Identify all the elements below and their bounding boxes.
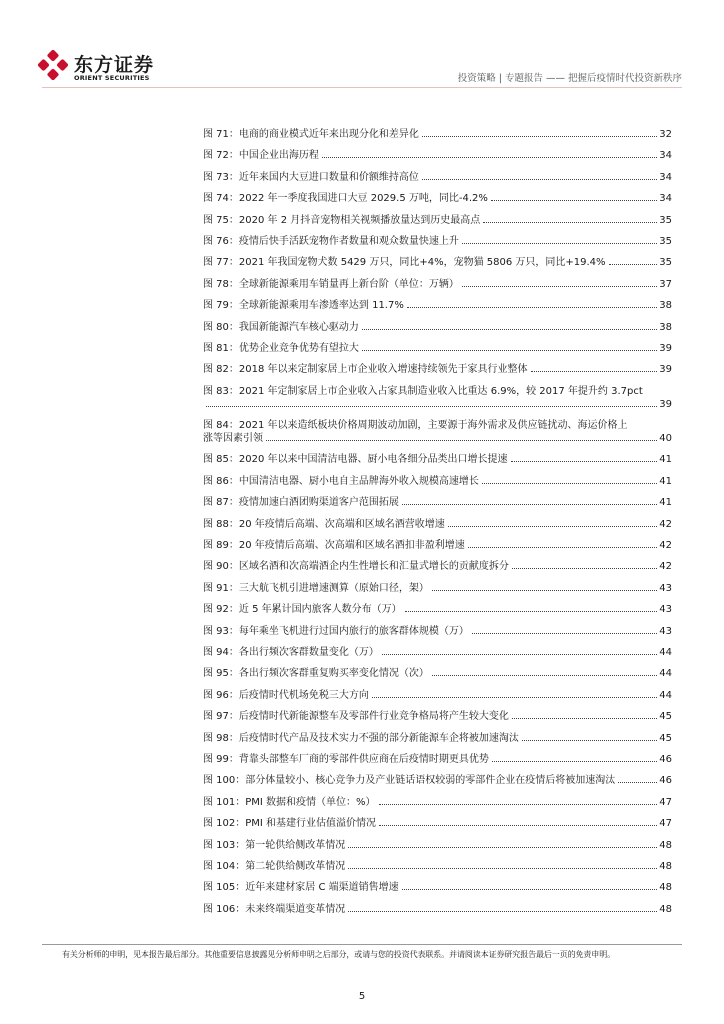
- toc-entry-title: 图 86：中国清洁电器、厨小电自主品牌海外收入规模高速增长: [203, 475, 479, 487]
- toc-leader-dots: [348, 911, 657, 912]
- page-number: 5: [358, 991, 366, 1002]
- toc-entry-title: 图 87：疫情加速白酒团购渠道客户范围拓展: [203, 497, 399, 509]
- toc-entry-title: 图 78：全球新能源乘用车销量再上新台阶（单位：万辆）: [203, 278, 459, 290]
- orient-securities-logo: [38, 50, 158, 88]
- toc-leader-dots: [348, 847, 657, 848]
- toc-entry-page: 46: [659, 775, 672, 787]
- toc-entry[interactable]: [203, 817, 672, 830]
- toc-entry-title: 图 90：区域名酒和次高端酒企内生性增长和汇量式增长的贡献度拆分: [203, 561, 509, 573]
- logo-chinese-name: 东方证券: [74, 54, 155, 76]
- toc-entry-title: 图 76：疫情后快手活跃宠物作者数量和观众数量快速上升: [203, 235, 459, 247]
- toc-entry[interactable]: [203, 582, 672, 595]
- toc-leader-dots: [348, 868, 657, 869]
- toc-entry[interactable]: [203, 710, 672, 723]
- toc-entry-title: 图 101：PMI 数据和疫情（单位：%）: [203, 796, 376, 808]
- toc-entry-title: 图 105：近年来建材家居 C 端渠道销售增速: [203, 882, 399, 894]
- toc-entry-page: 41: [659, 454, 672, 466]
- toc-entry-title: 图 97：后疫情时代新能源整车及零部件行业竞争格局将产生较大变化: [203, 711, 509, 723]
- toc-leader-dots: [379, 825, 657, 826]
- toc-leader-dots: [407, 307, 657, 308]
- toc-leader-dots: [522, 740, 657, 741]
- toc-entry-title: 图 100：部分体量较小、核心竞争力及产业链话语权较弱的零部件企业在疫情后将被加速淘汰: [203, 775, 616, 787]
- toc-entry[interactable]: [203, 342, 672, 355]
- toc-entry-page: 44: [659, 646, 672, 658]
- toc-entry-title: 图 79：全球新能源乘用车渗透率达到 11.7%: [203, 300, 404, 312]
- toc-entry-page: 35: [659, 235, 672, 247]
- disclaimer-note: 有关分析师的申明，见本报告最后部分。其他重要信息披露见分析师申明之后部分，或请与您的投资代表联系。并请阅读本证券研究报告最后一页的免责申明。: [62, 950, 615, 959]
- toc-leader-dots: [432, 675, 657, 676]
- toc-leader-dots: [512, 568, 657, 569]
- toc-entry-title: 图 104：第二轮供给侧改革情况: [203, 860, 346, 872]
- toc-entry[interactable]: [203, 774, 672, 787]
- toc-entry-page: 37: [659, 278, 672, 290]
- toc-leader-dots: [432, 590, 657, 591]
- toc-entry[interactable]: [203, 646, 672, 659]
- orient-logo-icon: [38, 50, 68, 80]
- toc-leader-dots: [468, 547, 657, 548]
- toc-entry-page: 40: [659, 433, 672, 445]
- toc-entry-page: 42: [659, 561, 672, 573]
- toc-leader-dots: [372, 697, 657, 698]
- toc-leader-dots: [491, 200, 657, 201]
- toc-entry-page: 48: [659, 839, 672, 851]
- toc-entry-page: 34: [659, 171, 672, 183]
- toc-entry-page: 35: [659, 214, 672, 226]
- logo-english-name: ORIENT SECURITIES: [74, 74, 150, 82]
- toc-entry-title: 图 93：每年乘坐飞机进行过国内旅行的旅客群体规模（万）: [203, 625, 469, 637]
- toc-entry[interactable]: [203, 419, 672, 445]
- toc-entry-page: 34: [659, 150, 672, 162]
- toc-leader-dots: [512, 718, 657, 719]
- toc-entry-page: 42: [659, 518, 672, 530]
- toc-entry[interactable]: [203, 475, 672, 488]
- toc-entry-title: 图 95：各出行频次客群重复购买率变化情况（次）: [203, 668, 429, 680]
- toc-leader-dots: [405, 611, 658, 612]
- toc-leader-dots: [322, 157, 657, 158]
- toc-leader-dots: [448, 526, 657, 527]
- toc-leader-dots: [492, 761, 657, 762]
- toc-entry-title: 图 92：近 5 年累计国内旅客人数分布（万）: [203, 604, 402, 616]
- toc-entry[interactable]: [203, 321, 672, 334]
- toc-entry[interactable]: [203, 625, 672, 638]
- toc-entry[interactable]: [203, 363, 672, 376]
- toc-entry-title-continued: 涨等因素引领: [203, 433, 263, 445]
- toc-leader-dots: [362, 350, 657, 351]
- toc-entry-page: 44: [659, 689, 672, 701]
- figure-index-list: [203, 128, 672, 924]
- toc-entry[interactable]: [203, 881, 672, 894]
- toc-entry[interactable]: [203, 496, 672, 509]
- toc-leader-dots: [422, 179, 657, 180]
- toc-leader-dots: [462, 286, 657, 287]
- toc-entry-page: 45: [659, 732, 672, 744]
- toc-entry[interactable]: [203, 214, 672, 227]
- toc-entry-page: 48: [659, 903, 672, 915]
- toc-entry-title: 图 103：第一轮供给侧改革情况: [203, 839, 346, 851]
- toc-entry-title: 图 84：2021 年以来造纸板块价格周期波动加剧，主要源于海外需求及供应链扰动、海运价格上: [203, 420, 628, 432]
- toc-entry-page: 45: [659, 711, 672, 723]
- toc-leader-dots: [472, 633, 657, 634]
- toc-entry[interactable]: [203, 603, 672, 616]
- toc-entry-title: 图 83：2021 年定制家居上市企业收入占家具制造业收入比重达 6.9%，较 2017 年提升约 3.7pct: [203, 385, 643, 397]
- toc-entry-page: 35: [659, 257, 672, 269]
- toc-leader-dots: [609, 264, 658, 265]
- toc-leader-dots: [362, 329, 657, 330]
- toc-entry-page: 43: [659, 604, 672, 616]
- toc-entry[interactable]: [203, 732, 672, 745]
- toc-entry-page: 48: [659, 882, 672, 894]
- toc-entry-page: 39: [659, 398, 672, 410]
- toc-entry-title: 图 77：2021 年我国宠物犬数 5429 万只，同比+4%，宠物猫 5806 万只，同比+19.4%: [203, 257, 606, 269]
- toc-leader-dots: [402, 889, 658, 890]
- toc-entry-page: 47: [659, 796, 672, 808]
- toc-entry-page: 32: [659, 129, 672, 140]
- toc-entry-title: 图 88：20 年疫情后高端、次高端和区域名酒营收增速: [203, 518, 445, 530]
- toc-entry[interactable]: [203, 128, 672, 141]
- toc-leader-dots: [483, 222, 657, 223]
- toc-entry-page: 43: [659, 582, 672, 594]
- toc-entry[interactable]: [203, 149, 672, 162]
- toc-entry-page: 41: [659, 475, 672, 487]
- toc-entry[interactable]: [203, 453, 672, 466]
- toc-leader-dots: [266, 440, 657, 441]
- toc-leader-dots: [422, 136, 657, 137]
- toc-leader-dots: [482, 483, 657, 484]
- page-header: [0, 0, 724, 100]
- toc-entry-page: 46: [659, 753, 672, 765]
- toc-entry-title: 图 74：2022 年一季度我国进口大豆 2029.5 万吨，同比-4.2%: [203, 193, 488, 205]
- toc-entry-page: 47: [659, 818, 672, 830]
- toc-entry-page: 42: [659, 540, 672, 552]
- header-divider: [42, 87, 682, 88]
- toc-entry-page: 39: [659, 364, 672, 376]
- toc-entry-title: 图 85：2020 年以来中国清洁电器、厨小电各细分品类出口增长提速: [203, 454, 508, 466]
- toc-entry-title: 图 80：我国新能源汽车核心驱动力: [203, 321, 359, 333]
- toc-leader-dots: [462, 243, 657, 244]
- toc-entry-title: 图 94：各出行频次客群数量变化（万）: [203, 646, 379, 658]
- toc-leader-dots: [206, 406, 657, 407]
- toc-entry-title: 图 73：近年来国内大豆进口数量和价额维持高位: [203, 171, 419, 183]
- toc-entry[interactable]: [203, 192, 672, 205]
- toc-entry-page: 38: [659, 321, 672, 333]
- toc-entry-title: 图 96：后疫情时代机场免税三大方向: [203, 689, 369, 701]
- toc-entry-title: 图 98：后疫情时代产品及技术实力不强的部分新能源车企将被加速淘汰: [203, 732, 519, 744]
- toc-entry[interactable]: [203, 796, 672, 809]
- toc-entry-title: 图 99：背靠头部整车厂商的零部件供应商在后疫情时期更具优势: [203, 753, 489, 765]
- toc-entry[interactable]: [203, 256, 672, 269]
- toc-leader-dots: [382, 654, 657, 655]
- footer-divider: [42, 944, 682, 945]
- toc-entry[interactable]: [203, 299, 672, 312]
- toc-entry-page: 43: [659, 625, 672, 637]
- toc-entry-title: 图 71：电商的商业模式近年来出现分化和差异化: [203, 129, 419, 140]
- toc-entry[interactable]: [203, 903, 672, 916]
- toc-entry[interactable]: [203, 860, 672, 873]
- toc-entry-title: 图 91：三大航飞机引进增速测算（原始口径，架）: [203, 582, 429, 594]
- toc-entry[interactable]: [203, 278, 672, 291]
- toc-entry-page: 44: [659, 668, 672, 680]
- toc-entry-title: 图 89：20 年疫情后高端、次高端和区域名酒扣非盈利增速: [203, 540, 465, 552]
- toc-leader-dots: [511, 461, 658, 462]
- toc-entry-title: 图 81：优势企业竞争优势有望拉大: [203, 342, 359, 354]
- toc-leader-dots: [618, 782, 657, 783]
- toc-entry-title: 图 82：2018 年以来定制家居上市企业收入增速持续领先于家具行业整体: [203, 364, 528, 376]
- toc-entry[interactable]: [203, 539, 672, 552]
- toc-entry[interactable]: [203, 667, 672, 680]
- toc-entry-page: 34: [659, 193, 672, 205]
- toc-entry[interactable]: [203, 689, 672, 702]
- toc-entry-title: 图 102：PMI 和基建行业估值溢价情况: [203, 818, 377, 830]
- toc-entry-page: 39: [659, 342, 672, 354]
- toc-entry-page: 41: [659, 497, 672, 509]
- toc-entry-page: 48: [659, 860, 672, 872]
- toc-entry[interactable]: [203, 171, 672, 184]
- toc-leader-dots: [402, 504, 657, 505]
- toc-entry[interactable]: [203, 560, 672, 573]
- toc-entry[interactable]: [203, 235, 672, 248]
- toc-entry-page: 38: [659, 300, 672, 312]
- toc-entry[interactable]: [203, 839, 672, 852]
- toc-entry[interactable]: [203, 385, 672, 411]
- toc-entry-title: 图 75：2020 年 2 月抖音宠物相关视频播放量达到历史最高点: [203, 214, 481, 226]
- breadcrumb: 投资策略 | 专题报告 —— 把握后疫情时代投资新秩序: [457, 73, 682, 84]
- toc-entry-title: 图 106：未来终端渠道变革情况: [203, 903, 346, 915]
- toc-leader-dots: [379, 804, 658, 805]
- toc-entry-title: 图 72：中国企业出海历程: [203, 150, 319, 162]
- toc-entry[interactable]: [203, 518, 672, 531]
- toc-entry[interactable]: [203, 753, 672, 766]
- toc-leader-dots: [531, 371, 658, 372]
